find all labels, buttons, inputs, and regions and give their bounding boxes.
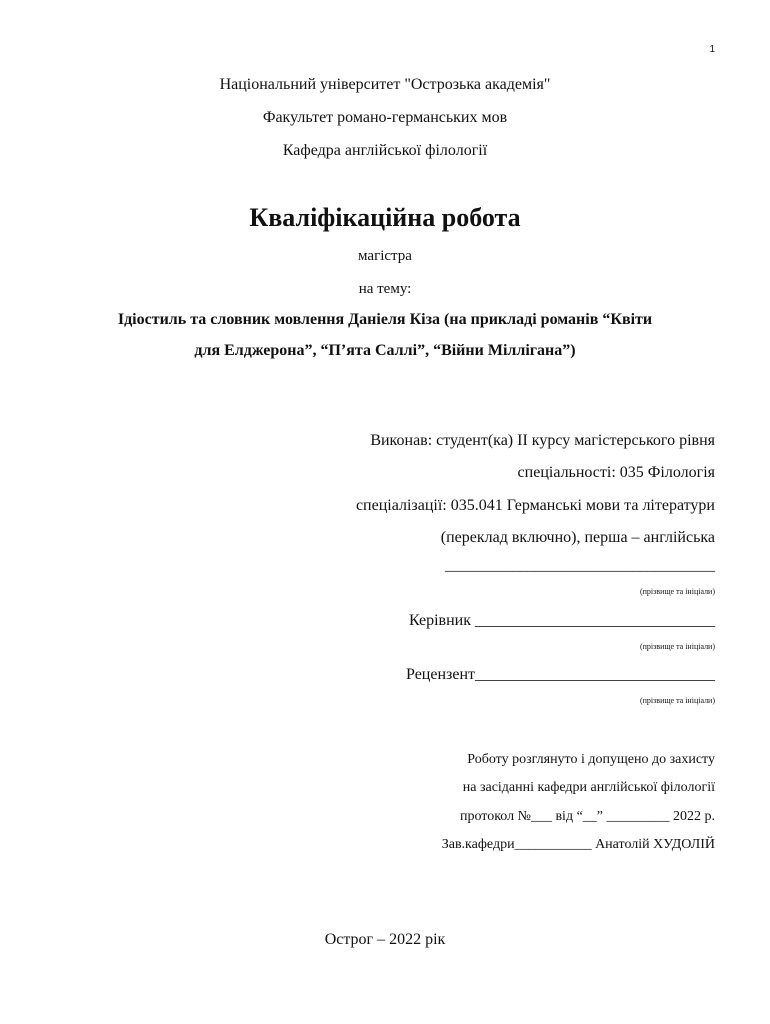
university-name: Національний університет "Острозька академія"	[219, 76, 551, 93]
page-number: 1	[709, 44, 715, 55]
author-line-1: Виконав: студент(ка) ІІ курсу магістерського рівня	[370, 432, 715, 449]
author-line-2: спеціальності: 035 Філологія	[517, 464, 715, 481]
supervisor-line: Керівник ______________________________	[408, 612, 715, 629]
department-name: Кафедра англійської філології	[282, 142, 488, 159]
committee-line-3: протокол №___ від “__” _________ 2022 р.	[459, 809, 715, 824]
author-name-blank: ____________________________________	[445, 558, 715, 574]
topic-line-1: Ідіостиль та словник мовлення Даніеля Кіза (на прикладі романів “Квіти	[117, 311, 653, 328]
reviewer-line: Рецензент______________________________	[406, 666, 715, 683]
reviewer-caption: (прізвище та ініціали)	[639, 696, 715, 705]
topic-line-2: для Елджерона”, “П’ята Саллі”, “Війни Міллігана”)	[194, 342, 576, 359]
committee-line-2: на засіданні кафедри англійської філології	[462, 780, 715, 795]
committee-line-4: Зав.кафедри___________ Анатолій ХУДОЛІЙ	[441, 837, 715, 852]
supervisor-caption: (прізвище та ініціали)	[639, 642, 715, 651]
faculty-name: Факультет романо-германських мов	[262, 109, 508, 126]
place-and-year: Острог – 2022 рік	[324, 931, 446, 948]
author-line-3: спеціалізації: 035.041 Германські мови та літератури	[355, 497, 715, 514]
degree-label: магістра	[358, 248, 412, 264]
author-line-4: (переклад включно), перша – англійська	[440, 529, 715, 546]
committee-line-1: Роботу розглянуто і допущено до захисту	[467, 752, 715, 767]
document-title: Кваліфікаційна робота	[249, 203, 521, 232]
author-name-caption: (прізвище та ініціали)	[639, 587, 715, 596]
topic-label: на тему:	[358, 281, 412, 297]
